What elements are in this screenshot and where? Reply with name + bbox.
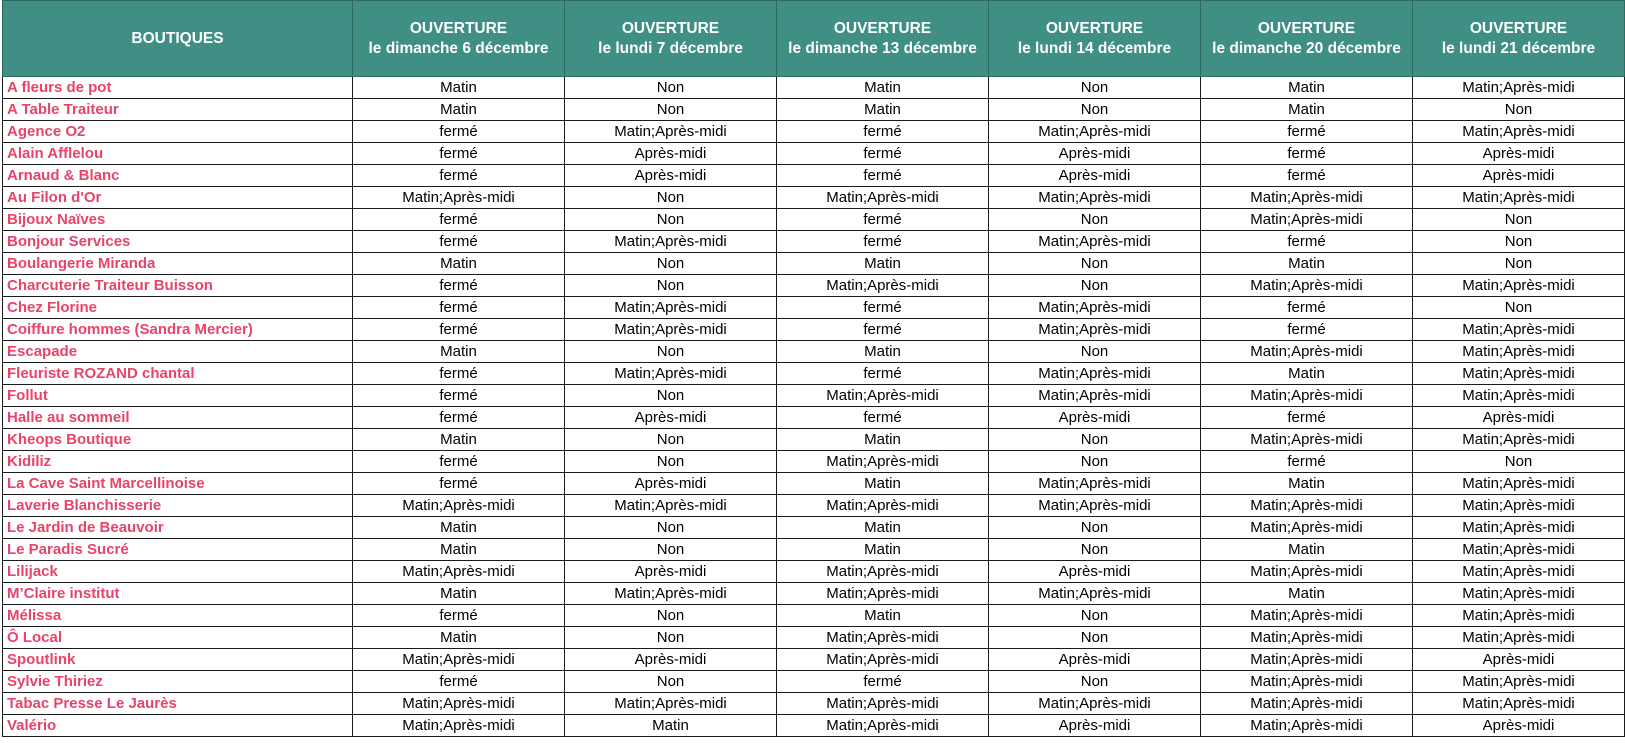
opening-cell-col-3[interactable]: Matin;Après-midi: [777, 495, 989, 517]
opening-cell-col-4[interactable]: Non: [989, 253, 1201, 275]
opening-cell-col-6[interactable]: Matin;Après-midi: [1413, 583, 1625, 605]
table-row: [3, 407, 1625, 429]
header-col-3-line2: le dimanche 13 décembre: [788, 39, 977, 57]
opening-cell-col-6[interactable]: Après-midi: [1413, 407, 1625, 429]
opening-cell-col-6[interactable]: Matin;Après-midi: [1413, 495, 1625, 517]
opening-cell-col-2[interactable]: Non: [565, 77, 777, 99]
opening-cell-col-1[interactable]: Matin: [353, 429, 565, 451]
table-row: [3, 605, 1625, 627]
opening-cell-col-2[interactable]: Matin;Après-midi: [565, 121, 777, 143]
opening-cell-col-3[interactable]: Matin;Après-midi: [777, 715, 989, 737]
opening-cell-col-2[interactable]: Matin;Après-midi: [565, 319, 777, 341]
opening-cell-col-6[interactable]: Matin;Après-midi: [1413, 385, 1625, 407]
opening-cell-col-5[interactable]: Matin: [1201, 473, 1413, 495]
opening-cell-col-6[interactable]: Matin;Après-midi: [1413, 187, 1625, 209]
header-col-4-line2: le lundi 14 décembre: [1017, 39, 1172, 57]
shop-name-cell[interactable]: Kheops Boutique: [3, 429, 353, 451]
opening-cell-col-5[interactable]: Matin: [1201, 583, 1413, 605]
header-opening-col-3[interactable]: [777, 1, 989, 77]
table-row: [3, 715, 1625, 737]
header-col-6-line1: OUVERTURE: [1469, 19, 1568, 37]
opening-cell-col-2[interactable]: Matin;Après-midi: [565, 495, 777, 517]
opening-cell-col-4[interactable]: Matin;Après-midi: [989, 297, 1201, 319]
shop-name-cell[interactable]: Valério: [3, 715, 353, 737]
opening-cell-col-5[interactable]: Matin: [1201, 99, 1413, 121]
opening-cell-col-4[interactable]: Non: [989, 77, 1201, 99]
shop-name-cell[interactable]: A fleurs de pot: [3, 77, 353, 99]
opening-cell-col-5[interactable]: Matin;Après-midi: [1201, 209, 1413, 231]
header-opening-col-6[interactable]: [1413, 1, 1625, 77]
opening-cell-col-1[interactable]: Matin: [353, 583, 565, 605]
opening-cell-col-5[interactable]: Matin;Après-midi: [1201, 715, 1413, 737]
opening-cell-col-4[interactable]: Non: [989, 517, 1201, 539]
opening-cell-col-5[interactable]: Matin;Après-midi: [1201, 649, 1413, 671]
shop-name-cell[interactable]: Chez Florine: [3, 297, 353, 319]
opening-cell-col-4[interactable]: Après-midi: [989, 407, 1201, 429]
shop-name-cell[interactable]: Tabac Presse Le Jaurès: [3, 693, 353, 715]
opening-cell-col-6[interactable]: Non: [1413, 253, 1625, 275]
table-row: [3, 649, 1625, 671]
opening-cell-col-4[interactable]: Après-midi: [989, 715, 1201, 737]
header-opening-col-2[interactable]: [565, 1, 777, 77]
opening-cell-col-6[interactable]: Matin;Après-midi: [1413, 121, 1625, 143]
opening-cell-col-5[interactable]: Matin: [1201, 363, 1413, 385]
opening-cell-col-2[interactable]: Non: [565, 429, 777, 451]
opening-cell-col-4[interactable]: Après-midi: [989, 143, 1201, 165]
opening-cell-col-2[interactable]: Non: [565, 451, 777, 473]
opening-cell-col-5[interactable]: fermé: [1201, 407, 1413, 429]
opening-cell-col-2[interactable]: Après-midi: [565, 165, 777, 187]
opening-cell-col-1[interactable]: fermé: [353, 121, 565, 143]
header-opening-col-5[interactable]: [1201, 1, 1413, 77]
table-row: [3, 385, 1625, 407]
opening-cell-col-4[interactable]: Matin;Après-midi: [989, 231, 1201, 253]
shop-name-cell[interactable]: Le Jardin de Beauvoir: [3, 517, 353, 539]
opening-cell-col-3[interactable]: Matin: [777, 429, 989, 451]
opening-cell-col-3[interactable]: Matin;Après-midi: [777, 627, 989, 649]
opening-cell-col-1[interactable]: Matin;Après-midi: [353, 649, 565, 671]
opening-cell-col-1[interactable]: fermé: [353, 143, 565, 165]
opening-cell-col-4[interactable]: Non: [989, 451, 1201, 473]
opening-cell-col-3[interactable]: Matin;Après-midi: [777, 385, 989, 407]
shop-name-cell[interactable]: Escapade: [3, 341, 353, 363]
opening-cell-col-5[interactable]: Matin: [1201, 253, 1413, 275]
opening-cell-col-3[interactable]: Matin;Après-midi: [777, 561, 989, 583]
opening-cell-col-1[interactable]: fermé: [353, 473, 565, 495]
table-row: [3, 583, 1625, 605]
opening-cell-col-4[interactable]: Matin;Après-midi: [989, 121, 1201, 143]
opening-cell-col-5[interactable]: fermé: [1201, 143, 1413, 165]
opening-cell-col-3[interactable]: Matin: [777, 77, 989, 99]
shop-name-cell[interactable]: M’Claire institut: [3, 583, 353, 605]
table-row: [3, 517, 1625, 539]
opening-cell-col-4[interactable]: Non: [989, 429, 1201, 451]
opening-cell-col-2[interactable]: Non: [565, 99, 777, 121]
opening-cell-col-1[interactable]: fermé: [353, 451, 565, 473]
table-row: [3, 473, 1625, 495]
table-row: [3, 451, 1625, 473]
opening-cell-col-4[interactable]: Non: [989, 539, 1201, 561]
opening-cell-col-3[interactable]: Matin: [777, 253, 989, 275]
opening-cell-col-3[interactable]: fermé: [777, 121, 989, 143]
opening-cell-col-6[interactable]: Non: [1413, 209, 1625, 231]
header-boutiques[interactable]: BOUTIQUES: [3, 1, 353, 77]
shop-name-cell[interactable]: Spoutlink: [3, 649, 353, 671]
shop-name-cell[interactable]: Sylvie Thiriez: [3, 671, 353, 693]
shop-name-cell[interactable]: Fleuriste ROZAND chantal: [3, 363, 353, 385]
opening-cell-col-5[interactable]: fermé: [1201, 319, 1413, 341]
header-col-6-line2: le lundi 21 décembre: [1441, 39, 1596, 57]
opening-cell-col-4[interactable]: Non: [989, 605, 1201, 627]
opening-cell-col-6[interactable]: Matin;Après-midi: [1413, 605, 1625, 627]
opening-cell-col-2[interactable]: Non: [565, 253, 777, 275]
opening-cell-col-1[interactable]: Matin;Après-midi: [353, 561, 565, 583]
opening-cell-col-4[interactable]: Après-midi: [989, 165, 1201, 187]
table-row: [3, 143, 1625, 165]
opening-cell-col-3[interactable]: Matin: [777, 99, 989, 121]
opening-cell-col-2[interactable]: Après-midi: [565, 649, 777, 671]
opening-cell-col-2[interactable]: Matin: [565, 715, 777, 737]
header-row: [3, 1, 1625, 77]
opening-cell-col-5[interactable]: Matin;Après-midi: [1201, 517, 1413, 539]
opening-cell-col-6[interactable]: Après-midi: [1413, 143, 1625, 165]
opening-cell-col-1[interactable]: Matin: [353, 341, 565, 363]
opening-cell-col-6[interactable]: Non: [1413, 231, 1625, 253]
opening-cell-col-4[interactable]: Non: [989, 671, 1201, 693]
opening-cell-col-5[interactable]: Matin;Après-midi: [1201, 385, 1413, 407]
opening-cell-col-6[interactable]: Matin;Après-midi: [1413, 517, 1625, 539]
opening-cell-col-4[interactable]: Matin;Après-midi: [989, 583, 1201, 605]
opening-cell-col-4[interactable]: Matin;Après-midi: [989, 693, 1201, 715]
opening-cell-col-1[interactable]: Matin: [353, 517, 565, 539]
opening-cell-col-6[interactable]: Matin;Après-midi: [1413, 473, 1625, 495]
opening-cell-col-3[interactable]: fermé: [777, 231, 989, 253]
opening-cell-col-3[interactable]: fermé: [777, 319, 989, 341]
header-opening-col-1[interactable]: [353, 1, 565, 77]
opening-cell-col-4[interactable]: Matin;Après-midi: [989, 473, 1201, 495]
shop-name-cell[interactable]: La Cave Saint Marcellinoise: [3, 473, 353, 495]
opening-cell-col-5[interactable]: fermé: [1201, 121, 1413, 143]
opening-cell-col-1[interactable]: fermé: [353, 671, 565, 693]
opening-cell-col-5[interactable]: fermé: [1201, 231, 1413, 253]
opening-cell-col-3[interactable]: fermé: [777, 165, 989, 187]
shop-name-cell[interactable]: Au Filon d'Or: [3, 187, 353, 209]
opening-cell-col-5[interactable]: Matin: [1201, 77, 1413, 99]
opening-cell-col-4[interactable]: Matin;Après-midi: [989, 363, 1201, 385]
opening-cell-col-4[interactable]: Matin;Après-midi: [989, 187, 1201, 209]
header-col-1-line1: OUVERTURE: [409, 19, 508, 37]
opening-cell-col-1[interactable]: fermé: [353, 297, 565, 319]
shop-name-cell[interactable]: Ô Local: [3, 627, 353, 649]
opening-cell-col-2[interactable]: Non: [565, 341, 777, 363]
shop-name-cell[interactable]: Bonjour Services: [3, 231, 353, 253]
opening-cell-col-2[interactable]: Matin;Après-midi: [565, 693, 777, 715]
opening-cell-col-2[interactable]: Non: [565, 385, 777, 407]
opening-cell-col-2[interactable]: Matin;Après-midi: [565, 231, 777, 253]
shop-name-cell[interactable]: Bijoux Naïves: [3, 209, 353, 231]
opening-cell-col-1[interactable]: Matin;Après-midi: [353, 715, 565, 737]
opening-cell-col-3[interactable]: Matin: [777, 605, 989, 627]
table-row: [3, 671, 1625, 693]
opening-cell-col-3[interactable]: Matin: [777, 539, 989, 561]
opening-cell-col-2[interactable]: Non: [565, 209, 777, 231]
opening-cell-col-2[interactable]: Non: [565, 539, 777, 561]
opening-cell-col-6[interactable]: Matin;Après-midi: [1413, 429, 1625, 451]
shop-name-cell[interactable]: Charcuterie Traiteur Buisson: [3, 275, 353, 297]
shop-name-cell[interactable]: Agence O2: [3, 121, 353, 143]
opening-cell-col-3[interactable]: fermé: [777, 671, 989, 693]
shop-name-cell[interactable]: Follut: [3, 385, 353, 407]
opening-cell-col-6[interactable]: Matin;Après-midi: [1413, 561, 1625, 583]
opening-cell-col-4[interactable]: Non: [989, 209, 1201, 231]
opening-cell-col-1[interactable]: fermé: [353, 319, 565, 341]
opening-cell-col-6[interactable]: Matin;Après-midi: [1413, 671, 1625, 693]
opening-cell-col-3[interactable]: Matin: [777, 341, 989, 363]
opening-cell-col-6[interactable]: Matin;Après-midi: [1413, 275, 1625, 297]
opening-cell-col-6[interactable]: Non: [1413, 99, 1625, 121]
opening-cell-col-4[interactable]: Matin;Après-midi: [989, 495, 1201, 517]
header-col-5-line1: OUVERTURE: [1257, 19, 1356, 37]
opening-cell-col-3[interactable]: fermé: [777, 297, 989, 319]
table-row: [3, 121, 1625, 143]
opening-cell-col-6[interactable]: Après-midi: [1413, 165, 1625, 187]
opening-cell-col-6[interactable]: Après-midi: [1413, 715, 1625, 737]
header-col-5-line2: le dimanche 20 décembre: [1212, 39, 1401, 57]
opening-cell-col-1[interactable]: fermé: [353, 231, 565, 253]
shop-name-cell[interactable]: Arnaud & Blanc: [3, 165, 353, 187]
opening-cell-col-5[interactable]: Matin;Après-midi: [1201, 693, 1413, 715]
opening-cell-col-4[interactable]: Après-midi: [989, 649, 1201, 671]
opening-cell-col-5[interactable]: Matin;Après-midi: [1201, 561, 1413, 583]
shop-name-cell[interactable]: Coiffure hommes (Sandra Mercier): [3, 319, 353, 341]
shop-name-cell[interactable]: Mélissa: [3, 605, 353, 627]
opening-cell-col-5[interactable]: fermé: [1201, 451, 1413, 473]
opening-cell-col-4[interactable]: Après-midi: [989, 561, 1201, 583]
opening-cell-col-2[interactable]: Non: [565, 605, 777, 627]
opening-cell-col-2[interactable]: Matin;Après-midi: [565, 583, 777, 605]
table-header: [3, 1, 1625, 77]
header-col-2-line2: le lundi 7 décembre: [598, 39, 743, 57]
opening-cell-col-3[interactable]: fermé: [777, 209, 989, 231]
table-row: [3, 187, 1625, 209]
opening-cell-col-2[interactable]: Matin;Après-midi: [565, 363, 777, 385]
shop-name-cell[interactable]: Lilijack: [3, 561, 353, 583]
opening-cell-col-2[interactable]: Matin;Après-midi: [565, 297, 777, 319]
opening-cell-col-6[interactable]: Matin;Après-midi: [1413, 77, 1625, 99]
header-col-2-line1: OUVERTURE: [621, 19, 720, 37]
opening-cell-col-3[interactable]: fermé: [777, 407, 989, 429]
opening-cell-col-3[interactable]: Matin;Après-midi: [777, 451, 989, 473]
opening-cell-col-5[interactable]: Matin;Après-midi: [1201, 275, 1413, 297]
opening-cell-col-1[interactable]: Matin: [353, 77, 565, 99]
header-col-1-line2: le dimanche 6 décembre: [368, 39, 549, 57]
opening-cell-col-3[interactable]: Matin;Après-midi: [777, 649, 989, 671]
opening-cell-col-1[interactable]: fermé: [353, 385, 565, 407]
opening-cell-col-3[interactable]: Matin;Après-midi: [777, 693, 989, 715]
opening-cell-col-3[interactable]: Matin;Après-midi: [777, 583, 989, 605]
opening-cell-col-6[interactable]: Matin;Après-midi: [1413, 341, 1625, 363]
opening-cell-col-5[interactable]: Matin;Après-midi: [1201, 495, 1413, 517]
shop-name-cell[interactable]: Laverie Blanchisserie: [3, 495, 353, 517]
opening-cell-col-6[interactable]: Non: [1413, 451, 1625, 473]
opening-cell-col-6[interactable]: Matin;Après-midi: [1413, 627, 1625, 649]
table-row: [3, 429, 1625, 451]
opening-cell-col-3[interactable]: fermé: [777, 363, 989, 385]
table-row: [3, 253, 1625, 275]
opening-cell-col-5[interactable]: Matin: [1201, 539, 1413, 561]
opening-cell-col-1[interactable]: fermé: [353, 209, 565, 231]
opening-cell-col-3[interactable]: Matin: [777, 517, 989, 539]
opening-cell-col-1[interactable]: fermé: [353, 363, 565, 385]
table-row: [3, 693, 1625, 715]
opening-cell-col-6[interactable]: Matin;Après-midi: [1413, 319, 1625, 341]
header-col-3-line1: OUVERTURE: [833, 19, 932, 37]
opening-cell-col-1[interactable]: Matin;Après-midi: [353, 187, 565, 209]
opening-cell-col-2[interactable]: Non: [565, 627, 777, 649]
table-row: [3, 363, 1625, 385]
opening-cell-col-4[interactable]: Non: [989, 99, 1201, 121]
table-row: [3, 297, 1625, 319]
opening-cell-col-6[interactable]: Non: [1413, 297, 1625, 319]
opening-cell-col-5[interactable]: Matin;Après-midi: [1201, 187, 1413, 209]
opening-cell-col-2[interactable]: Non: [565, 671, 777, 693]
opening-cell-col-1[interactable]: Matin: [353, 253, 565, 275]
opening-cell-col-2[interactable]: Après-midi: [565, 561, 777, 583]
opening-cell-col-4[interactable]: Non: [989, 627, 1201, 649]
opening-cell-col-5[interactable]: Matin;Après-midi: [1201, 671, 1413, 693]
shop-name-cell[interactable]: Boulangerie Miranda: [3, 253, 353, 275]
table-row: [3, 275, 1625, 297]
table-row: [3, 231, 1625, 253]
opening-cell-col-6[interactable]: Matin;Après-midi: [1413, 363, 1625, 385]
opening-cell-col-2[interactable]: Non: [565, 275, 777, 297]
opening-cell-col-1[interactable]: fermé: [353, 407, 565, 429]
opening-cell-col-3[interactable]: Matin: [777, 473, 989, 495]
opening-cell-col-1[interactable]: Matin;Après-midi: [353, 495, 565, 517]
opening-cell-col-1[interactable]: Matin: [353, 99, 565, 121]
opening-cell-col-1[interactable]: Matin: [353, 627, 565, 649]
table-row: [3, 77, 1625, 99]
opening-cell-col-1[interactable]: Matin;Après-midi: [353, 693, 565, 715]
header-col-4-line1: OUVERTURE: [1045, 19, 1144, 37]
header-opening-col-4[interactable]: [989, 1, 1201, 77]
opening-cell-col-2[interactable]: Non: [565, 187, 777, 209]
opening-cell-col-1[interactable]: Matin: [353, 539, 565, 561]
shop-name-cell[interactable]: Kidiliz: [3, 451, 353, 473]
table-row: [3, 99, 1625, 121]
table-row: [3, 319, 1625, 341]
table-body: [3, 77, 1625, 737]
opening-cell-col-4[interactable]: Matin;Après-midi: [989, 319, 1201, 341]
table-row: [3, 165, 1625, 187]
opening-cell-col-3[interactable]: fermé: [777, 143, 989, 165]
table-row: [3, 495, 1625, 517]
opening-cell-col-4[interactable]: Matin;Après-midi: [989, 385, 1201, 407]
opening-cell-col-2[interactable]: Non: [565, 517, 777, 539]
shop-name-cell[interactable]: Le Paradis Sucré: [3, 539, 353, 561]
opening-cell-col-2[interactable]: Après-midi: [565, 143, 777, 165]
shop-name-cell[interactable]: A Table Traiteur: [3, 99, 353, 121]
opening-cell-col-5[interactable]: fermé: [1201, 165, 1413, 187]
shop-name-cell[interactable]: Alain Afflelou: [3, 143, 353, 165]
opening-cell-col-1[interactable]: fermé: [353, 605, 565, 627]
opening-cell-col-2[interactable]: Après-midi: [565, 407, 777, 429]
opening-cell-col-6[interactable]: Après-midi: [1413, 649, 1625, 671]
opening-cell-col-5[interactable]: fermé: [1201, 297, 1413, 319]
opening-cell-col-6[interactable]: Matin;Après-midi: [1413, 693, 1625, 715]
opening-cell-col-2[interactable]: Après-midi: [565, 473, 777, 495]
table-row: [3, 539, 1625, 561]
table-row: [3, 209, 1625, 231]
opening-cell-col-5[interactable]: Matin;Après-midi: [1201, 627, 1413, 649]
shop-name-cell[interactable]: Halle au sommeil: [3, 407, 353, 429]
opening-cell-col-6[interactable]: Matin;Après-midi: [1413, 539, 1625, 561]
table-row: [3, 627, 1625, 649]
opening-cell-col-5[interactable]: Matin;Après-midi: [1201, 429, 1413, 451]
table-row: [3, 561, 1625, 583]
opening-cell-col-1[interactable]: fermé: [353, 165, 565, 187]
opening-hours-table: [2, 0, 1625, 737]
opening-cell-col-5[interactable]: Matin;Après-midi: [1201, 605, 1413, 627]
opening-cell-col-3[interactable]: Matin;Après-midi: [777, 275, 989, 297]
opening-cell-col-5[interactable]: Matin;Après-midi: [1201, 341, 1413, 363]
opening-cell-col-4[interactable]: Non: [989, 275, 1201, 297]
table-row: [3, 341, 1625, 363]
opening-cell-col-4[interactable]: Non: [989, 341, 1201, 363]
opening-cell-col-3[interactable]: Matin;Après-midi: [777, 187, 989, 209]
opening-cell-col-1[interactable]: fermé: [353, 275, 565, 297]
